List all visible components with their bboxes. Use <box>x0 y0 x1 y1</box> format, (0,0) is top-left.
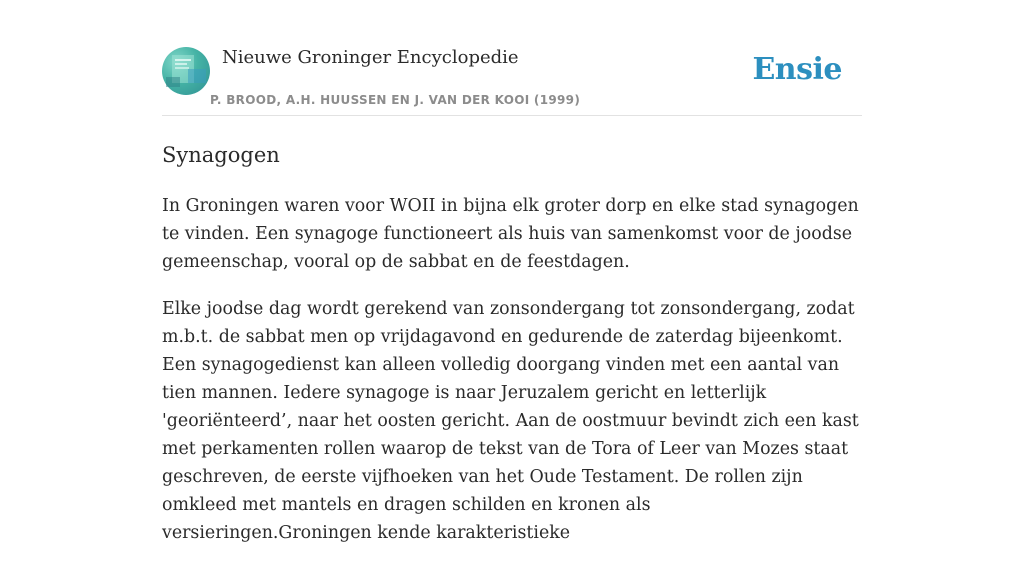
source-avatar[interactable] <box>162 47 210 95</box>
page-title: Synagogen <box>162 143 280 167</box>
page <box>162 0 862 543</box>
article-paragraph: Elke joodse dag wordt gerekend van zonsondergang tot zonsondergang, zodat m.b.t. de sabbat men op vrijdagavond en gedurende de zaterdag bijeenkomt. Een synagogedienst kan alleen volledig doorgang vinden met een aantal van tien mannen. Iedere synagoge is naar Jeruzalem gericht en letterlijk 'georiënteerd’, naar het oosten gericht. Aan de oostmuur bevindt zich een kast met perkamenten rollen waarop de tekst van de Tora of Leer van Mozes staat geschreven, de eerste vijfhoeken van het Oude Testament. De rollen zijn omkleed met mantels en dragen schilden en kronen als versieringen.Groningen kende karakteristieke <box>162 299 859 543</box>
book-cover-icon <box>162 47 210 95</box>
article-paragraph: In Groningen waren voor WOII in bijna elk groter dorp en elke stad synagogen te vinden. Een synagoge functioneert als huis van samenkomst voor de joodse gemeenschap, vooral op de sabbat en de feestdagen. <box>162 196 859 272</box>
article-body <box>162 192 862 566</box>
source-authors: P. BROOD, A.H. HUUSSEN EN J. VAN DER KOOI (1999) <box>210 93 581 107</box>
ensie-logo[interactable]: Ensie <box>752 52 842 87</box>
source-title[interactable]: Nieuwe Groninger Encyclopedie <box>222 47 519 68</box>
source-header <box>162 0 862 116</box>
